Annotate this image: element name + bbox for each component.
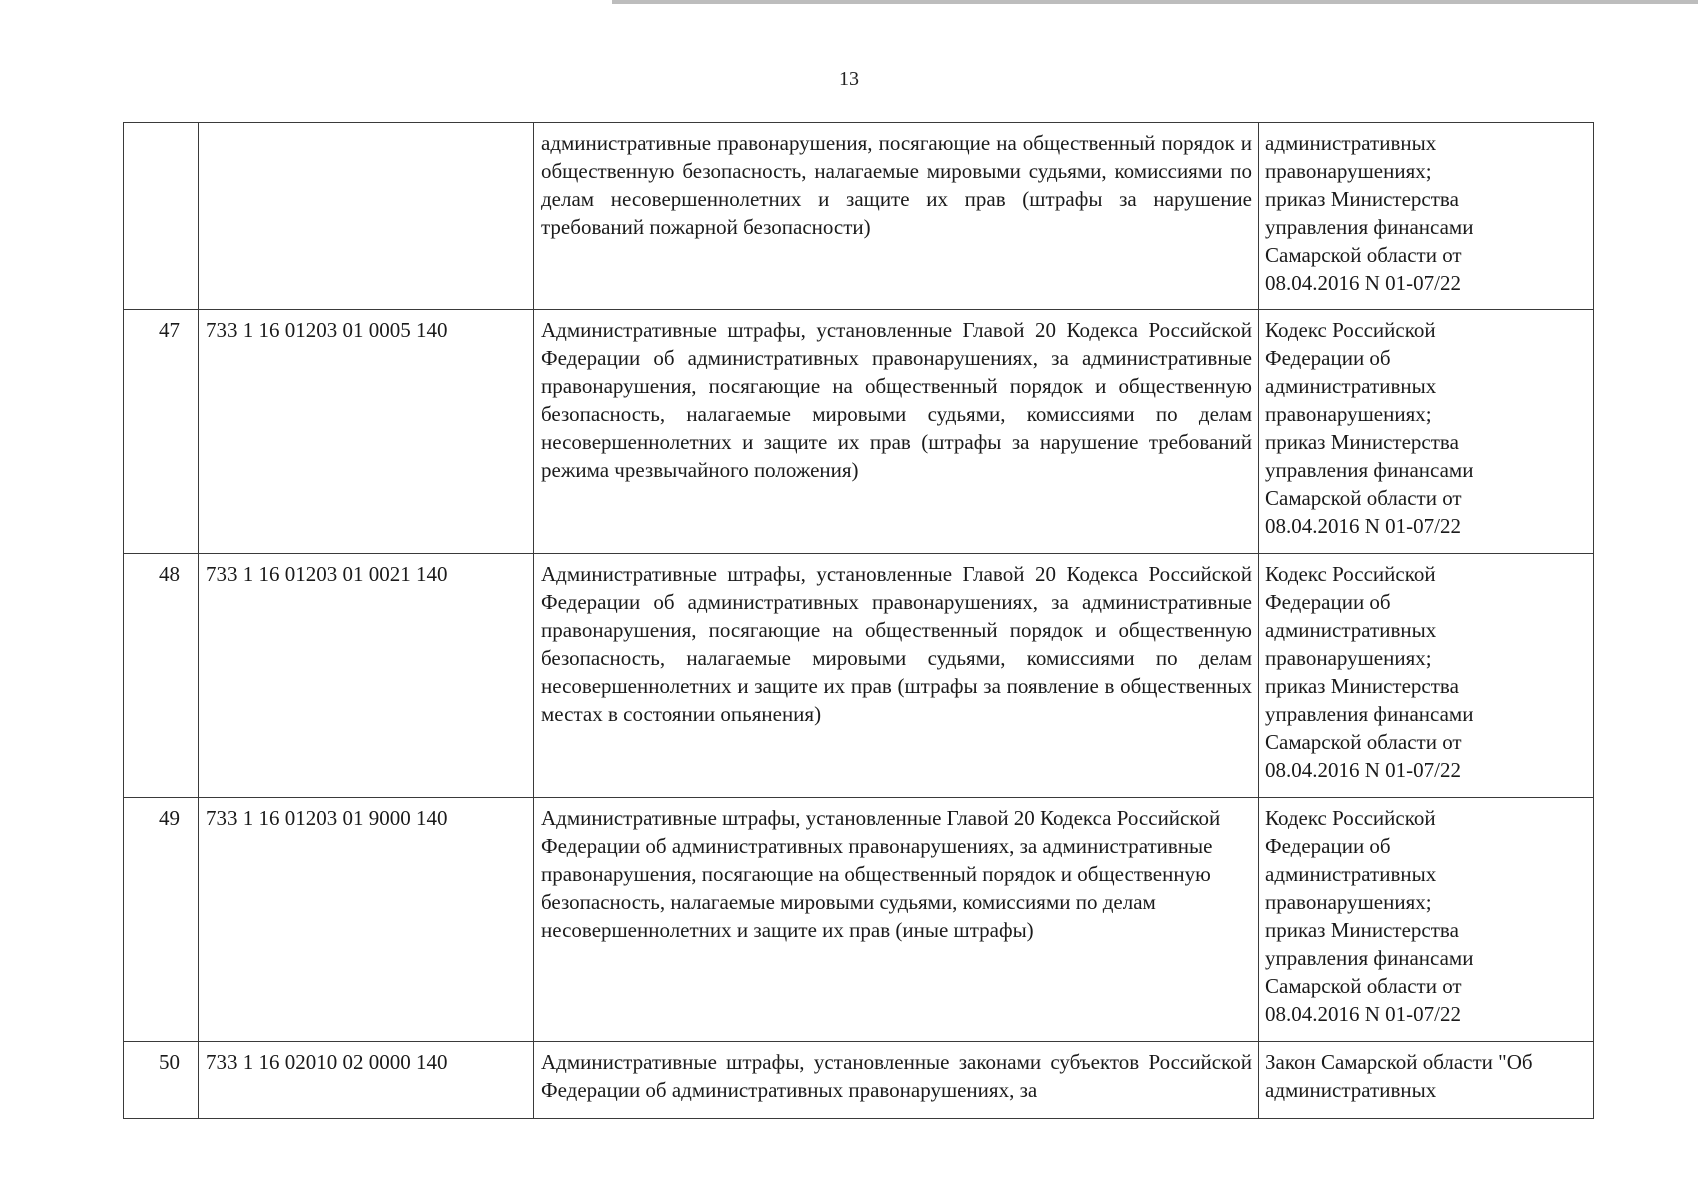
legal-basis: административных правонарушениях; приказ Министерства управления финансами Самарской области от 08.04.2016 N 01-07/22 xyxy=(1259,123,1594,310)
budget-code: 733 1 16 01203 01 9000 140 xyxy=(199,798,534,1042)
revenue-description: Административные штрафы, установленные Главой 20 Кодекса Российской Федерации об административных правонарушениях, за административные правонарушения, посягающие на общественный порядок и общественную безопасность, налагаемые мировыми судьями, комиссиями по делам несовершеннолетних и защите их прав (иные штрафы) xyxy=(534,798,1259,1042)
budget-code: 733 1 16 01203 01 0005 140 xyxy=(199,310,534,554)
budget-code: 733 1 16 01203 01 0021 140 xyxy=(199,554,534,798)
legal-basis: Кодекс Российской Федерации об административных правонарушениях; приказ Министерства управления финансами Самарской области от 08.04.2016 N 01-07/22 xyxy=(1259,310,1594,554)
table-row xyxy=(124,1042,1594,1119)
row-number: 47 xyxy=(124,310,199,554)
revenue-description: Административные штрафы, установленные законами субъектов Российской Федерации об административных правонарушениях, за xyxy=(534,1042,1259,1119)
legal-basis: Кодекс Российской Федерации об административных правонарушениях; приказ Министерства управления финансами Самарской области от 08.04.2016 N 01-07/22 xyxy=(1259,798,1594,1042)
table-row xyxy=(124,310,1594,554)
row-number xyxy=(124,123,199,310)
row-number: 49 xyxy=(124,798,199,1042)
table-row xyxy=(124,554,1594,798)
legal-basis: Закон Самарской области "Об административных xyxy=(1259,1042,1594,1119)
legal-basis: Кодекс Российской Федерации об административных правонарушениях; приказ Министерства управления финансами Самарской области от 08.04.2016 N 01-07/22 xyxy=(1259,554,1594,798)
row-number: 50 xyxy=(124,1042,199,1119)
revenue-description: административные правонарушения, посягающие на общественный порядок и общественную безопасность, налагаемые мировыми судьями, комиссиями по делам несовершеннолетних и защите их прав (штрафы за нарушение требований пожарной безопасности) xyxy=(534,123,1259,310)
revenue-codes-table xyxy=(123,122,1594,1119)
table-row xyxy=(124,123,1594,310)
row-number: 48 xyxy=(124,554,199,798)
table-row xyxy=(124,798,1594,1042)
scan-top-edge xyxy=(612,0,1698,4)
revenue-description: Административные штрафы, установленные Главой 20 Кодекса Российской Федерации об административных правонарушениях, за административные правонарушения, посягающие на общественный порядок и общественную безопасность, налагаемые мировыми судьями, комиссиями по делам несовершеннолетних и защите их прав (штрафы за нарушение требований режима чрезвычайного положения) xyxy=(534,310,1259,554)
revenue-description: Административные штрафы, установленные Главой 20 Кодекса Российской Федерации об административных правонарушениях, за административные правонарушения, посягающие на общественный порядок и общественную безопасность, налагаемые мировыми судьями, комиссиями по делам несовершеннолетних и защите их прав (штрафы за появление в общественных местах в состоянии опьянения) xyxy=(534,554,1259,798)
page-number: 13 xyxy=(839,68,859,90)
budget-code: 733 1 16 02010 02 0000 140 xyxy=(199,1042,534,1119)
budget-code xyxy=(199,123,534,310)
